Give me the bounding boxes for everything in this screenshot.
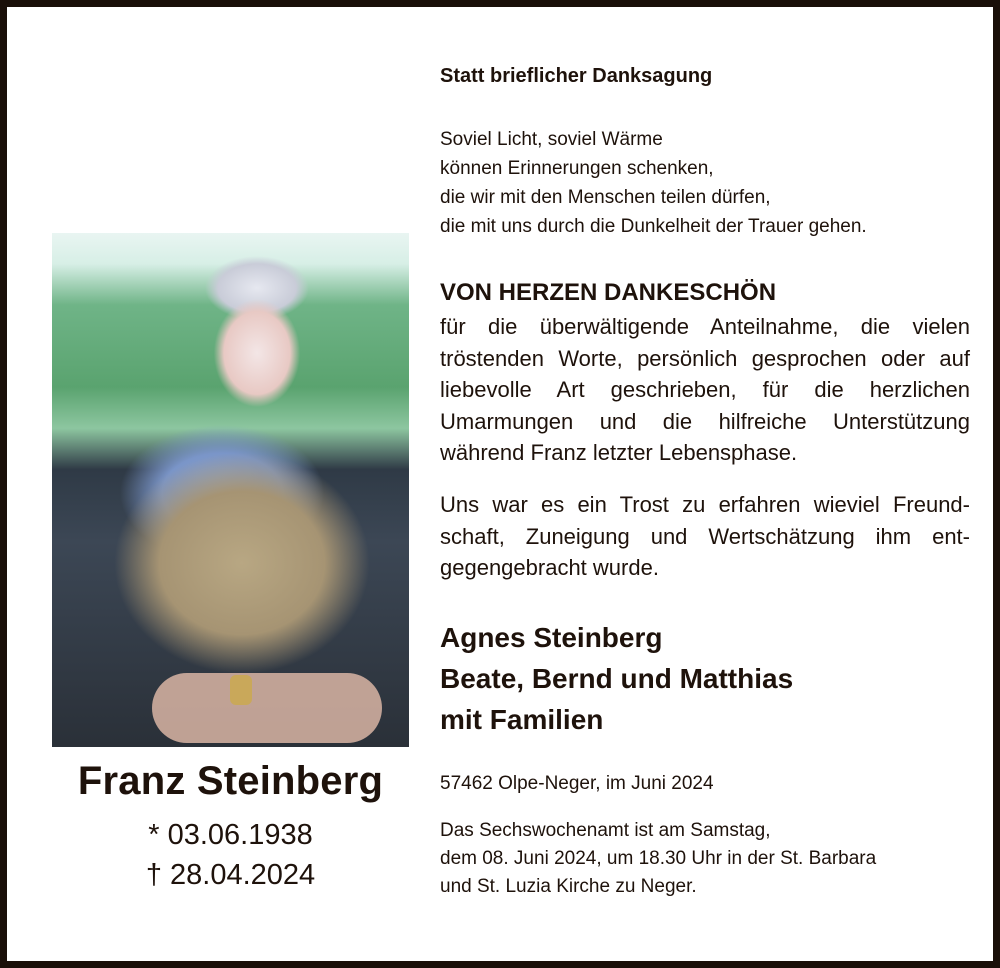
signer-line: Beate, Bernd und Matthias — [440, 663, 794, 694]
heading-thanks-note: Statt brieflicher Danksagung — [440, 65, 713, 87]
service-line: Das Sechswochenamt ist am Samstag, — [440, 820, 771, 841]
portrait-photo — [52, 233, 409, 747]
place-date: 57462 Olpe-Neger, im Juni 2024 — [440, 773, 714, 794]
signer-line: mit Familien — [440, 704, 604, 735]
deceased-name: Franz Steinberg — [77, 759, 384, 803]
poem-line: die mit uns durch die Dunkelheit der Trauer gehen. — [440, 216, 867, 237]
obituary-card — [7, 7, 993, 961]
comfort-paragraph: Uns war es ein Trost zu erfahren wieviel Freundschaft, Zuneigung und Wertschätzung ihm entgegengebracht wurde. — [440, 492, 970, 580]
thanks-paragraph: für die überwältigende Anteilnahme, die vielen tröstenden Worte, persönlich gesprochen oder auf liebevolle Art geschrieben, für die herzlichen Umarmungen und die hilfreiche Unterstützung während Franz letzter Lebensphase. — [440, 314, 970, 465]
service-line: dem 08. Juni 2024, um 18.30 Uhr in der St. Barbara — [440, 848, 877, 869]
heading-thank-you: VON HERZEN DANKESCHÖN — [440, 279, 777, 306]
poem-line: die wir mit den Menschen teilen dürfen, — [440, 187, 771, 208]
signer-line: Agnes Steinberg — [440, 622, 663, 653]
poem — [440, 125, 970, 241]
photo-watch — [230, 675, 252, 705]
death-date: † 28.04.2024 — [145, 859, 316, 891]
signers — [440, 617, 970, 740]
poem-line: Soviel Licht, soviel Wärme — [440, 129, 663, 150]
poem-line: können Erinnerungen schenken, — [440, 158, 714, 179]
birth-date: * 03.06.1938 — [148, 819, 313, 851]
service-line: und St. Luzia Kirche zu Neger. — [440, 876, 697, 897]
photo-arms — [152, 673, 382, 743]
service-notice — [440, 817, 970, 901]
